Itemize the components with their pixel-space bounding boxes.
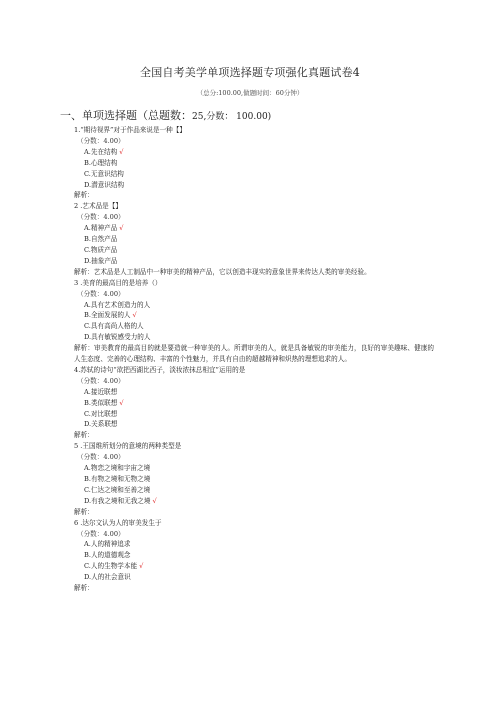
- question-block: [74, 201, 434, 277]
- check-mark-icon: √: [119, 147, 124, 156]
- answer-option: [74, 463, 434, 474]
- document-meta: （总分:100.00,做题时间：60分钟）: [196, 89, 304, 97]
- answer-explanation: 解析：: [74, 191, 94, 200]
- answer-option: [74, 234, 434, 245]
- section-heading: [60, 107, 271, 123]
- answer-option: [74, 561, 434, 572]
- answer-option-label: A.接近联想: [84, 387, 118, 396]
- check-mark-icon: √: [139, 562, 144, 571]
- check-mark-icon: √: [152, 496, 157, 505]
- answer-option-label: D.人的社会意识: [84, 573, 131, 582]
- section-heading-info: 25,分数： 100.00): [192, 112, 272, 122]
- answer-option: [74, 572, 434, 583]
- answer-option-label: C.无意识结构: [84, 169, 124, 178]
- answer-option: [74, 398, 434, 409]
- question-block: [74, 441, 434, 517]
- answer-option-label: A.精神产品: [84, 224, 118, 233]
- document-title: 全国自考美学单项选择题专项强化真题试卷4: [140, 66, 360, 79]
- answer-explanation: 解析：艺术品是人工制品中一种审美的精神产品，它以创造丰现实的意象世界来传达人类的审美经验。: [74, 267, 371, 276]
- question-stem: 5 .王国维所划分的意境的两种类型是: [74, 442, 182, 451]
- question-stem: 1.“期待视界”对于作品来说是一种【】: [74, 126, 186, 134]
- answer-option-label: B.类似联想: [84, 398, 118, 407]
- question-block: [74, 518, 434, 594]
- question-block: [74, 125, 434, 201]
- answer-option: [74, 332, 434, 343]
- question-stem: 3 .美育的最高目的是培养（）: [74, 278, 162, 287]
- question-block: [74, 278, 434, 365]
- answer-option-label: A.先在结构: [84, 147, 118, 156]
- answer-option-label: C.物质产品: [84, 245, 118, 254]
- answer-option-label: B.自然产品: [84, 235, 118, 244]
- question-list: [74, 125, 434, 594]
- question-score: （分数：4.00）: [77, 213, 125, 222]
- answer-option: [74, 256, 434, 267]
- answer-option: [74, 321, 434, 332]
- question-block: [74, 365, 434, 441]
- answer-option: [74, 310, 434, 321]
- answer-option: [74, 180, 434, 191]
- question-score: （分数：4.00）: [77, 136, 125, 145]
- check-mark-icon: √: [132, 311, 137, 320]
- answer-option: [74, 550, 434, 561]
- check-mark-icon: √: [119, 398, 124, 407]
- answer-option: [74, 496, 434, 507]
- answer-option: [74, 419, 434, 430]
- question-stem: 2 .艺术品是【】: [74, 202, 122, 211]
- check-mark-icon: √: [119, 224, 124, 233]
- answer-option: [74, 158, 434, 169]
- answer-explanation: 解析：: [74, 431, 94, 440]
- answer-option: [74, 147, 434, 158]
- question-score: （分数：4.00）: [77, 376, 125, 385]
- answer-option: [74, 169, 434, 180]
- answer-option: [74, 539, 434, 550]
- answer-option-label: D.有我之境和无我之境: [84, 496, 151, 505]
- answer-option: [74, 387, 434, 398]
- answer-option: [74, 409, 434, 420]
- answer-explanation: 解析：审美教育的最高目的就是要造就一种审美的人。所谓审美的人，就是具备敏锐的审美能力，良好的审美趣味、健康的人生态度、完善的心理结构、丰富的个性魅力，并具有自由的超越精神和炽热的理想追求的人。: [74, 344, 434, 364]
- answer-option-label: C.具有高尚人格的人: [84, 322, 144, 331]
- question-stem: 4.苏轼的诗句“欲把西湖比西子，淡妆浓抹总相宜”运用的是: [74, 365, 246, 374]
- answer-option-label: D.具有敏锐感受力的人: [84, 333, 151, 342]
- answer-option-label: B.有物之境和无物之境: [84, 475, 151, 483]
- answer-option: [74, 485, 434, 496]
- question-stem: 6 .达尔文认为人的审美发生于: [74, 518, 162, 527]
- answer-option-label: B.全面发展的人: [84, 311, 131, 320]
- section-heading-text: 一、单项选择题（总题数：: [60, 109, 192, 122]
- answer-option-label: B.人的道德观念: [84, 551, 131, 560]
- answer-option: [74, 300, 434, 311]
- answer-option-label: C.对比联想: [84, 409, 118, 418]
- answer-explanation: 解析：: [74, 507, 94, 516]
- question-score: （分数：4.00）: [77, 289, 125, 298]
- question-score: （分数：4.00）: [77, 453, 125, 462]
- answer-explanation: 解析：: [74, 584, 94, 593]
- answer-option: [74, 245, 434, 256]
- answer-option-label: A.人的精神追求: [84, 540, 131, 549]
- answer-option-label: D.抽象产品: [84, 256, 118, 265]
- answer-option-label: C.人的生物学本能: [84, 562, 138, 571]
- answer-option: [74, 223, 434, 234]
- answer-option-label: B.心理结构: [84, 158, 118, 167]
- answer-option-label: C.仁达之境和至善之境: [84, 485, 151, 494]
- answer-option-label: D.关系联想: [84, 420, 118, 429]
- question-score: （分数：4.00）: [77, 529, 125, 538]
- answer-option-label: D.潜意识结构: [84, 180, 125, 189]
- answer-option-label: A.物恋之境和宇宙之境: [84, 464, 151, 473]
- answer-option-label: A.具有艺术创造力的人: [84, 300, 151, 309]
- answer-option: [74, 474, 434, 485]
